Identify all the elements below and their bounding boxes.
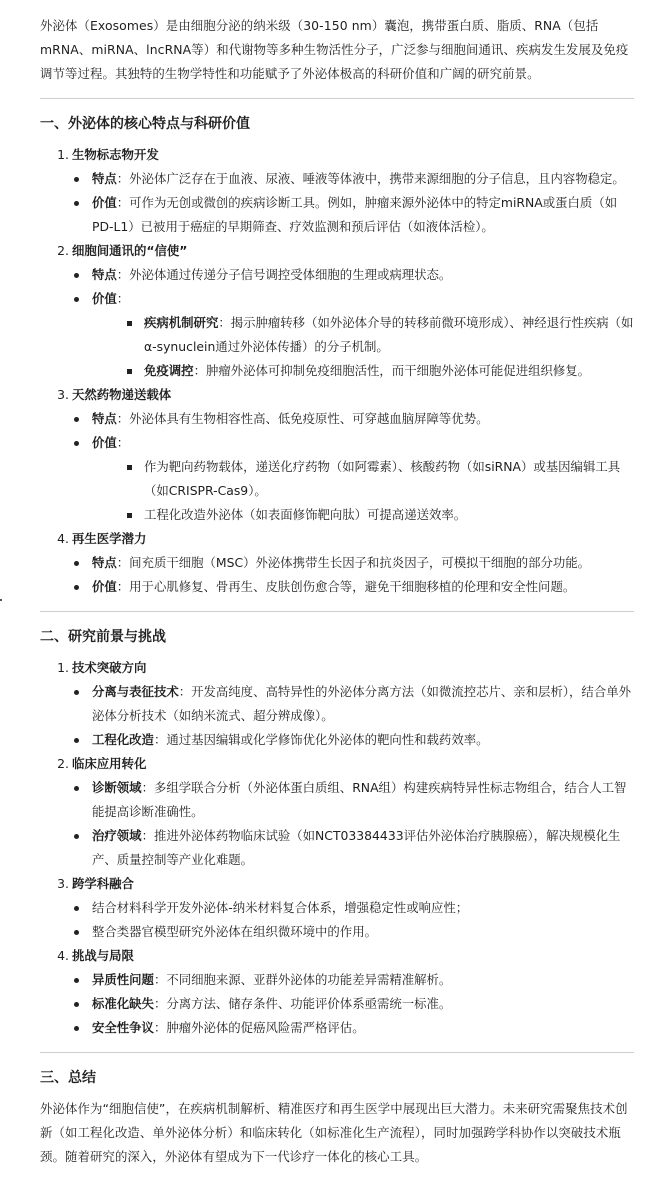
bullet-text: 分离方法、储存条件、功能评价体系亟需统一标准。 <box>166 996 452 1011</box>
item-title: 临床应用转化 <box>72 756 147 771</box>
bullet-dot <box>74 441 79 446</box>
bullet-item <box>60 824 634 872</box>
bullet-text: 多组学联合分析（外泌体蛋白质组、RNA组）构建疾病特异性标志物组合，结合人工智能提高诊断准确性。 <box>92 780 627 819</box>
bullet-label: 异质性问题 <box>92 972 154 987</box>
sub-list <box>92 455 634 527</box>
bullet-label: 特点 <box>92 267 117 282</box>
section-2-list <box>40 656 634 1040</box>
bullet-dot <box>74 738 79 743</box>
bullet-dot <box>74 906 79 911</box>
bullet-label: 价值 <box>92 579 117 594</box>
bullet-list <box>60 407 634 527</box>
margin-mark <box>0 599 2 601</box>
bullet-dot <box>74 1002 79 1007</box>
bullet-label: 工程化改造 <box>92 732 154 747</box>
item-title: 细胞间通讯的“信使” <box>72 243 188 258</box>
sub-label: 免疫调控 <box>144 363 194 378</box>
item-title: 挑战与局限 <box>72 948 134 963</box>
bullet-dot <box>74 297 79 302</box>
section-2 <box>40 624 634 1040</box>
sub-sep: ： <box>218 315 231 330</box>
bullet-label: 特点 <box>92 555 117 570</box>
bullet-text: 通过基因编辑或化学修饰优化外泌体的靶向性和载药效率。 <box>166 732 489 747</box>
item-number: 2. <box>57 243 69 258</box>
sub-item <box>92 455 634 503</box>
bullet-text: 不同细胞来源、亚群外泌体的功能差异需精准解析。 <box>166 972 452 987</box>
section-2-item-2 <box>40 752 634 872</box>
bullet-dot <box>74 978 79 983</box>
bullet-sep: ： <box>153 1020 167 1035</box>
bullet-text: 外泌体具有生物相容性高、低免疫原性、可穿越血脑屏障等优势。 <box>129 411 489 426</box>
bullet-list <box>60 263 634 383</box>
bullet-dot <box>74 417 79 422</box>
bullet-label: 价值 <box>92 291 117 306</box>
bullet-item <box>60 992 634 1016</box>
bullet-text: 间充质干细胞（MSC）外泌体携带生长因子和抗炎因子，可模拟干细胞的部分功能。 <box>129 555 591 570</box>
bullet-dot <box>74 1026 79 1031</box>
bullet-item <box>60 407 634 431</box>
bullet-sep: ： <box>153 972 167 987</box>
bullet-item <box>60 551 634 575</box>
bullet-label: 特点 <box>92 171 117 186</box>
bullet-sep: ： <box>116 195 130 210</box>
bullet-label: 价值 <box>92 195 117 210</box>
section-2-item-3 <box>40 872 634 944</box>
bullet-dot <box>74 834 79 839</box>
bullet-label: 分离与表征技术 <box>92 684 179 699</box>
bullet-text: 开发高纯度、高特异性的外泌体分离方法（如微流控芯片、亲和层析），结合单外泌体分析技术（如纳米流式、超分辨成像）。 <box>92 684 631 723</box>
sub-text: 工程化改造外泌体（如表面修饰靶向肽）可提高递送效率。 <box>144 507 467 522</box>
item-number: 4. <box>57 531 69 546</box>
bullet-sep: ： <box>153 996 167 1011</box>
sub-text: 作为靶向药物载体，递送化疗药物（如阿霉素）、核酸药物（如siRNA）或基因编辑工具（如CRISPR-Cas9）。 <box>144 459 621 498</box>
bullet-sep: ： <box>116 435 130 450</box>
bullet-list <box>60 680 634 752</box>
sub-item <box>92 503 634 527</box>
bullet-text: 推进外泌体药物临床试验（如NCT03384433评估外泌体治疗胰腺癌），解决规模化生产、质量控制等产业化难题。 <box>92 828 621 867</box>
bullet-text: 整合类器官模型研究外泌体在组织微环境中的作用。 <box>92 924 377 939</box>
item-title: 技术突破方向 <box>72 660 147 675</box>
bullet-dot <box>74 786 79 791</box>
item-number: 1. <box>57 660 69 675</box>
bullet-dot <box>74 273 79 278</box>
bullet-label: 安全性争议 <box>92 1020 154 1035</box>
bullet-item <box>60 968 634 992</box>
sub-label: 疾病机制研究 <box>144 315 219 330</box>
bullet-dot <box>74 690 79 695</box>
bullet-dot <box>74 177 79 182</box>
bullet-list <box>60 167 634 239</box>
bullet-item <box>60 680 634 728</box>
bullet-item <box>60 1016 634 1040</box>
section-3-heading: 三、总结 <box>40 1070 96 1086</box>
sub-sep: ： <box>193 363 206 378</box>
section-3 <box>40 1065 634 1169</box>
item-title: 天然药物递送载体 <box>72 387 172 402</box>
bullet-item <box>60 920 634 944</box>
bullet-sep: ： <box>141 780 154 795</box>
intro-paragraph: 外泌体（Exosomes）是由细胞分泌的纳米级（30-150 nm）囊泡，携带蛋白质、脂质、RNA（包括mRNA、miRNA、lncRNA等）和代谢物等多种生物活性分子，广泛参与细胞间通讯、疾病发生发展及免疫调节等过程。其独特的生物学特性和功能赋予了外泌体极高的科研价值和广阔的研究前景。 <box>40 18 629 81</box>
bullet-text: 肿瘤外泌体的促癌风险需严格评估。 <box>166 1020 365 1035</box>
section-1-heading: 一、外泌体的核心特点与科研价值 <box>40 116 250 132</box>
bullet-item <box>60 896 634 920</box>
section-1-item-1 <box>40 143 634 239</box>
bullet-list <box>60 896 634 944</box>
item-number: 4. <box>57 948 69 963</box>
bullet-label: 治疗领域 <box>92 828 142 843</box>
bullet-sep: ： <box>141 828 154 843</box>
section-2-heading: 二、研究前景与挑战 <box>40 629 166 645</box>
bullet-text: 结合材料科学开发外泌体-纳米材料复合体系，增强稳定性或响应性； <box>92 900 469 915</box>
item-title: 跨学科融合 <box>72 876 134 891</box>
square-bullet <box>127 513 132 518</box>
bullet-list <box>60 776 634 872</box>
item-title: 再生医学潜力 <box>72 531 147 546</box>
square-bullet <box>127 369 132 374</box>
bullet-item <box>60 191 634 239</box>
sub-item <box>92 311 634 359</box>
bullet-label: 标准化缺失 <box>92 996 154 1011</box>
bullet-sep: ： <box>116 267 130 282</box>
section-1-item-4 <box>40 527 634 599</box>
section-1-list <box>40 143 634 599</box>
bullet-item <box>60 167 634 191</box>
sub-text: 肿瘤外泌体可抑制免疫细胞活性，而干细胞外泌体可能促进组织修复。 <box>205 363 591 378</box>
bullet-label: 诊断领域 <box>92 780 142 795</box>
item-number: 2. <box>57 756 69 771</box>
bullet-item <box>60 575 634 599</box>
bullet-text: 外泌体通过传递分子信号调控受体细胞的生理或病理状态。 <box>129 267 452 282</box>
bullet-dot <box>74 585 79 590</box>
bullet-item <box>60 776 634 824</box>
bullet-text: 外泌体广泛存在于血液、尿液、唾液等体液中，携带来源细胞的分子信息，且内容物稳定。 <box>129 171 625 186</box>
bullet-label: 价值 <box>92 435 117 450</box>
item-title: 生物标志物开发 <box>72 147 159 162</box>
item-number: 3. <box>57 876 69 891</box>
bullet-sep: ： <box>116 411 130 426</box>
bullet-item <box>60 263 634 287</box>
divider <box>40 1052 634 1053</box>
sub-text: 揭示肿瘤转移（如外泌体介导的转移前微环境形成）、神经退行性疾病（如α-synuclein通过外泌体传播）的分子机制。 <box>144 315 634 354</box>
bullet-sep: ： <box>116 579 130 594</box>
bullet-item <box>60 431 634 527</box>
bullet-sep: ： <box>178 684 192 699</box>
summary-paragraph: 外泌体作为“细胞信使”，在疾病机制解析、精准医疗和再生医学中展现出巨大潜力。未来研究需聚焦技术创新（如工程化改造、单外泌体分析）和临床转化（如标准化生产流程），同时加强跨学科协作以突破技术瓶颈。随着研究的深入，外泌体有望成为下一代诊疗一体化的核心工具。 <box>40 1101 628 1164</box>
section-1-item-2 <box>40 239 634 383</box>
section-1-item-3 <box>40 383 634 527</box>
bullet-sep: ： <box>116 555 130 570</box>
bullet-dot <box>74 561 79 566</box>
bullet-text: 用于心肌修复、骨再生、皮肤创伤愈合等，避免干细胞移植的伦理和安全性问题。 <box>129 579 576 594</box>
bullet-list <box>60 551 634 599</box>
bullet-sep: ： <box>153 732 167 747</box>
bullet-label: 特点 <box>92 411 117 426</box>
item-number: 1. <box>57 147 69 162</box>
sub-list <box>92 311 634 383</box>
bullet-dot <box>74 201 79 206</box>
bullet-item <box>60 728 634 752</box>
item-number: 3. <box>57 387 69 402</box>
square-bullet <box>127 321 132 326</box>
bullet-sep: ： <box>116 291 130 306</box>
section-1 <box>40 111 634 599</box>
bullet-item <box>60 287 634 383</box>
bullet-dot <box>74 930 79 935</box>
square-bullet <box>127 465 132 470</box>
bullet-list <box>60 968 634 1040</box>
divider <box>40 611 634 612</box>
section-2-item-4 <box>40 944 634 1040</box>
divider <box>40 98 634 99</box>
bullet-sep: ： <box>116 171 130 186</box>
bullet-text: 可作为无创或微创的疾病诊断工具。例如，肿瘤来源外泌体中的特定miRNA或蛋白质（如PD-L1）已被用于癌症的早期筛查、疗效监测和预后评估（如液体活检）。 <box>92 195 618 234</box>
section-2-item-1 <box>40 656 634 752</box>
sub-item <box>92 359 634 383</box>
